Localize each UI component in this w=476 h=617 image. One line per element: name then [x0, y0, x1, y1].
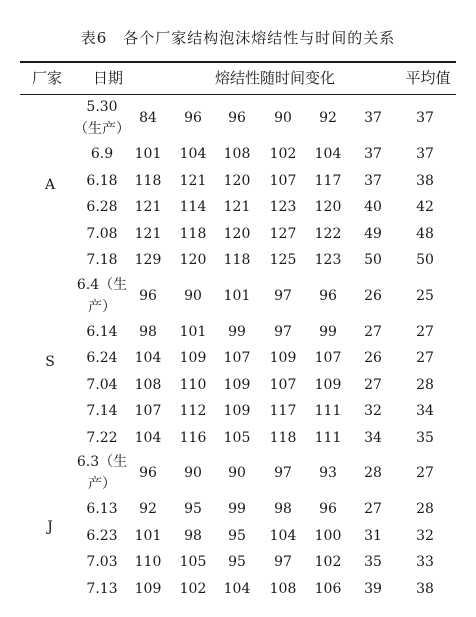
value-cell: 96 [139, 287, 157, 304]
value-cell: 96 [319, 287, 337, 304]
value-cell: 34 [364, 429, 382, 446]
table-row [0, 221, 476, 248]
value-cell: 104 [134, 350, 162, 366]
date-cell: 7.14 [86, 403, 118, 420]
value-cell: 108 [134, 376, 162, 393]
vendor-label: A [44, 176, 56, 193]
value-cell: 101 [134, 527, 162, 544]
value-cell: 120 [223, 172, 251, 189]
value-cell: 107 [134, 403, 162, 419]
table-row [0, 372, 476, 399]
average-cell: 42 [416, 199, 434, 215]
value-cell: 120 [223, 225, 251, 242]
average-cell: 32 [416, 527, 434, 544]
value-cell: 99 [228, 501, 246, 517]
date-cell: 7.08 [86, 225, 118, 242]
table-title: 表6 各个厂家结构泡沫熔结性与时间的关系 [80, 29, 396, 47]
header-average: 平均值 [405, 69, 451, 87]
value-cell: 121 [134, 199, 162, 215]
value-cell: 93 [319, 465, 337, 481]
table-row [0, 398, 476, 425]
value-cell: 109 [223, 403, 251, 419]
value-cell: 28 [364, 465, 382, 481]
header-sintering: 熔结性随时间变化 [214, 69, 335, 87]
date-cell: 6.13 [86, 501, 118, 518]
value-cell: 105 [223, 429, 251, 446]
value-cell: 104 [223, 580, 251, 597]
table-row [0, 496, 476, 523]
value-cell: 99 [319, 323, 337, 340]
average-cell: 38 [416, 172, 434, 189]
value-cell: 102 [314, 554, 342, 570]
value-cell: 92 [139, 501, 157, 517]
value-cell: 90 [184, 465, 202, 481]
value-cell: 96 [319, 501, 337, 517]
value-cell: 105 [179, 554, 207, 570]
value-cell: 118 [179, 225, 207, 242]
value-cell: 112 [179, 403, 207, 419]
value-cell: 118 [269, 429, 297, 446]
value-cell: 104 [269, 527, 297, 544]
value-cell: 102 [179, 580, 207, 597]
average-cell: 38 [416, 580, 434, 597]
date-cell: 6.23 [86, 527, 118, 544]
value-cell: 108 [269, 580, 297, 597]
date-cell: 7.04 [86, 376, 118, 393]
date-cell: 7.03 [86, 554, 118, 571]
average-cell: 27 [416, 323, 434, 340]
value-cell: 111 [314, 429, 342, 446]
date-cell: 6.3（生 产） [76, 454, 128, 492]
value-cell: 101 [134, 146, 162, 162]
table-row [0, 168, 476, 195]
header-vendor: 厂家 [31, 69, 62, 87]
value-cell: 110 [134, 554, 162, 570]
value-cell: 117 [269, 403, 297, 419]
value-cell: 111 [314, 403, 342, 419]
value-cell: 104 [179, 146, 207, 162]
value-cell: 109 [134, 580, 162, 597]
average-cell: 37 [416, 146, 434, 162]
value-cell: 110 [179, 376, 207, 393]
average-cell: 37 [416, 110, 434, 126]
value-cell: 96 [184, 110, 202, 126]
table-top-rule [20, 61, 456, 63]
value-cell: 99 [228, 323, 246, 340]
date-cell: 6.9 [90, 146, 114, 163]
value-cell: 90 [274, 110, 292, 126]
value-cell: 97 [274, 465, 292, 481]
value-cell: 102 [269, 146, 297, 162]
value-cell: 129 [134, 252, 162, 268]
value-cell: 31 [364, 527, 382, 544]
vendor-label: S [45, 354, 55, 371]
value-cell: 96 [228, 110, 246, 126]
value-cell: 37 [364, 110, 382, 126]
table-row [0, 319, 476, 346]
value-cell: 120 [179, 252, 207, 268]
date-cell: 6.24 [86, 350, 118, 367]
value-cell: 32 [364, 403, 382, 419]
value-cell: 107 [269, 172, 297, 189]
value-cell: 109 [269, 350, 297, 366]
table-row [0, 194, 476, 221]
value-cell: 107 [223, 350, 251, 366]
value-cell: 107 [269, 376, 297, 393]
date-cell: 7.13 [86, 580, 118, 597]
value-cell: 49 [364, 225, 382, 242]
value-cell: 118 [134, 172, 162, 189]
average-cell: 35 [416, 429, 434, 446]
value-cell: 120 [314, 199, 342, 215]
value-cell: 27 [364, 323, 382, 340]
value-cell: 101 [179, 323, 207, 340]
table-row [0, 451, 476, 496]
table-row [0, 549, 476, 576]
value-cell: 100 [314, 527, 342, 544]
value-cell: 97 [274, 287, 292, 304]
average-cell: 28 [416, 376, 434, 393]
value-cell: 107 [314, 350, 342, 366]
date-cell: 6.4（生 产） [76, 276, 128, 315]
value-cell: 98 [139, 323, 157, 340]
value-cell: 92 [319, 110, 337, 126]
value-cell: 98 [184, 527, 202, 544]
table-row [0, 576, 476, 603]
header-rule [20, 94, 456, 95]
value-cell: 27 [364, 501, 382, 517]
date-cell: 6.18 [86, 172, 118, 189]
value-cell: 106 [314, 580, 342, 597]
value-cell: 117 [314, 172, 342, 189]
value-cell: 108 [223, 146, 251, 162]
value-cell: 37 [364, 146, 382, 162]
value-cell: 50 [364, 252, 382, 268]
value-cell: 121 [179, 172, 207, 189]
value-cell: 123 [314, 252, 342, 268]
value-cell: 39 [364, 580, 382, 597]
value-cell: 118 [223, 252, 251, 268]
vendor-label: J [47, 518, 53, 535]
average-cell: 48 [416, 225, 434, 242]
value-cell: 122 [314, 225, 342, 242]
value-cell: 127 [269, 225, 297, 242]
value-cell: 123 [269, 199, 297, 215]
header-date: 日期 [92, 69, 123, 87]
value-cell: 84 [139, 110, 157, 126]
table-row [0, 247, 476, 274]
value-cell: 109 [314, 376, 342, 393]
value-cell: 109 [223, 376, 251, 393]
value-cell: 37 [364, 172, 382, 189]
average-cell: 28 [416, 501, 434, 517]
date-cell: 6.28 [86, 199, 118, 216]
value-cell: 95 [184, 501, 202, 517]
table-row [0, 523, 476, 550]
value-cell: 125 [269, 252, 297, 268]
value-cell: 114 [179, 199, 207, 215]
average-cell: 25 [416, 287, 434, 304]
value-cell: 97 [274, 323, 292, 340]
table-row [0, 425, 476, 452]
average-cell: 34 [416, 403, 434, 419]
value-cell: 26 [364, 287, 382, 304]
value-cell: 121 [223, 199, 251, 215]
value-cell: 98 [274, 501, 292, 517]
value-cell: 95 [228, 554, 246, 570]
date-cell: 5.30 （生产） [74, 99, 130, 137]
value-cell: 97 [274, 554, 292, 570]
average-cell: 50 [416, 252, 434, 268]
value-cell: 95 [228, 527, 246, 544]
table-row [0, 141, 476, 168]
value-cell: 27 [364, 376, 382, 393]
value-cell: 109 [179, 350, 207, 366]
table-row [0, 274, 476, 319]
average-cell: 27 [416, 350, 434, 366]
value-cell: 116 [179, 429, 207, 446]
date-cell: 6.14 [86, 323, 118, 340]
average-cell: 27 [416, 465, 434, 481]
value-cell: 121 [134, 225, 162, 242]
value-cell: 96 [139, 465, 157, 481]
table-row [0, 96, 476, 141]
value-cell: 26 [364, 350, 382, 366]
value-cell: 101 [223, 287, 251, 304]
date-cell: 7.22 [86, 429, 118, 446]
table-row [0, 345, 476, 372]
value-cell: 90 [228, 465, 246, 481]
value-cell: 104 [314, 146, 342, 162]
value-cell: 104 [134, 429, 162, 446]
average-cell: 33 [416, 554, 434, 570]
value-cell: 40 [364, 199, 382, 215]
value-cell: 35 [364, 554, 382, 570]
date-cell: 7.18 [86, 252, 118, 269]
value-cell: 90 [184, 287, 202, 304]
